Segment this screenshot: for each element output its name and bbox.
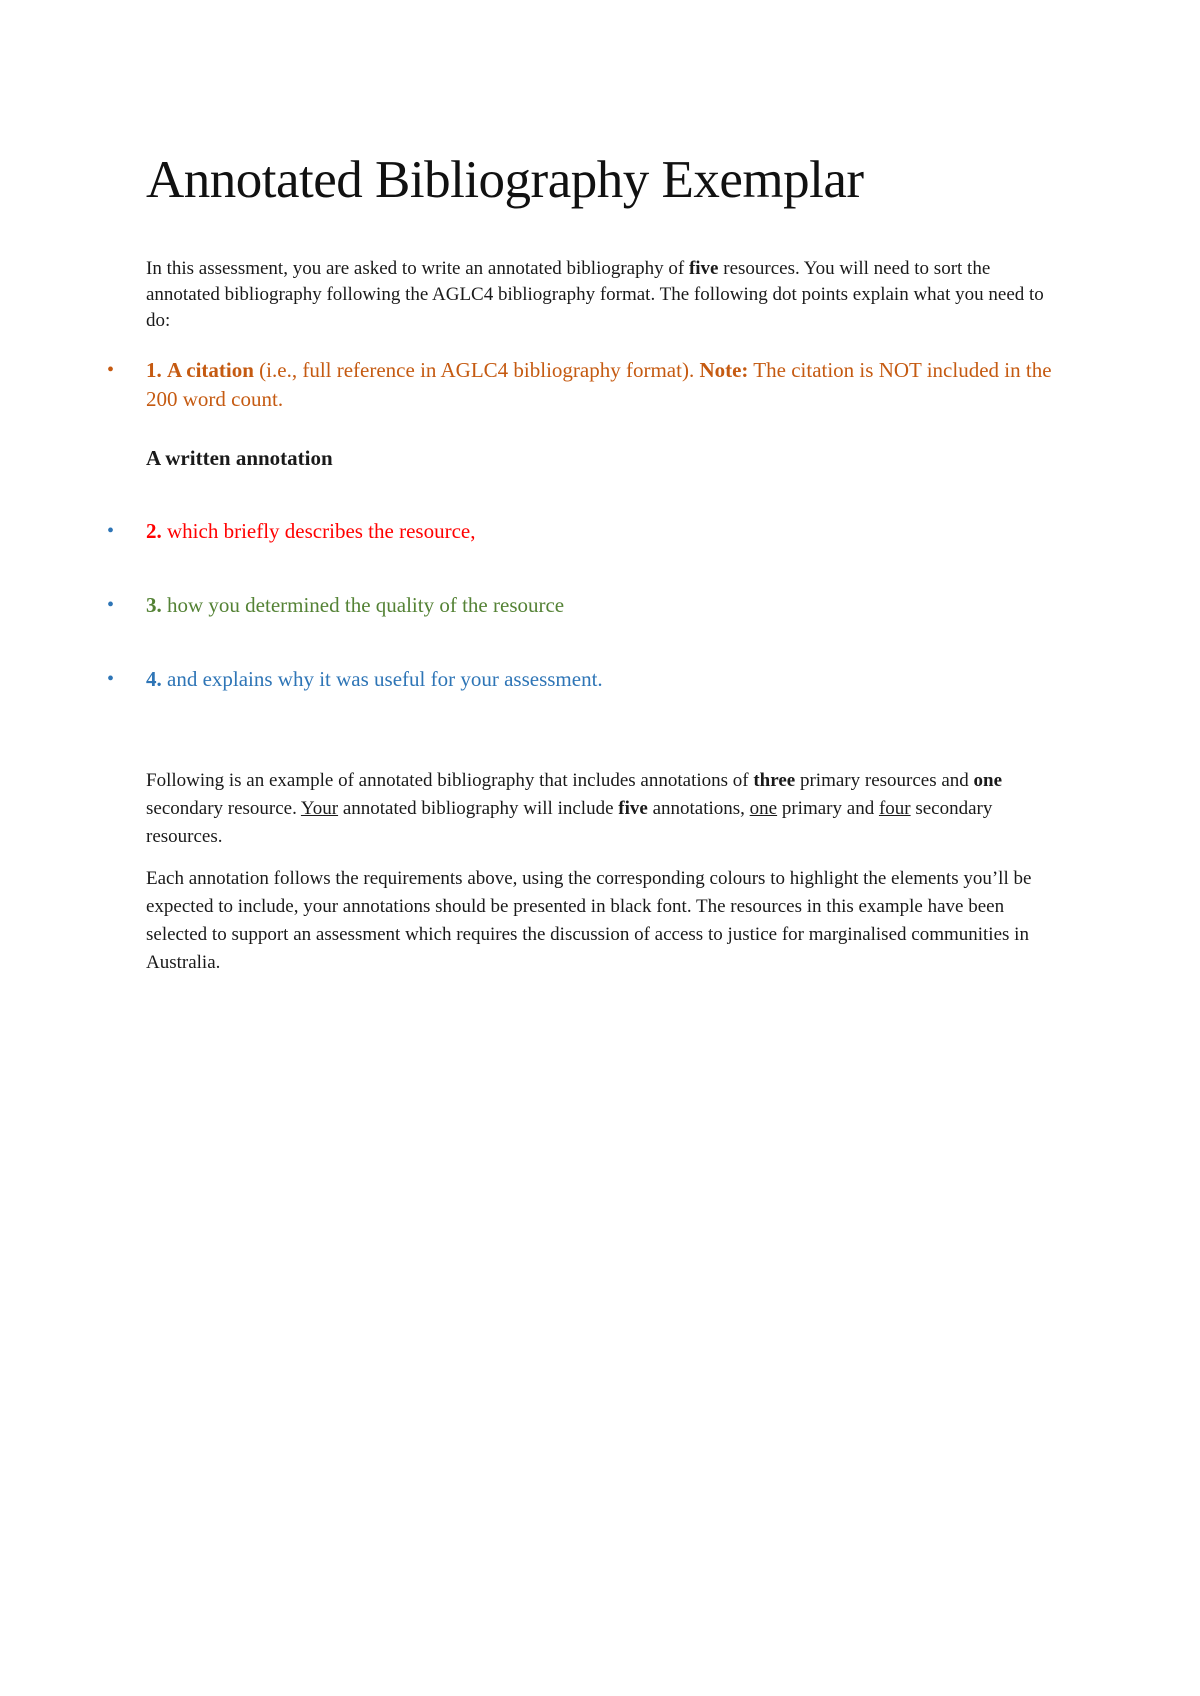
bullet-1-text: (i.e., full reference in AGLC4 bibliography format). [253, 358, 700, 382]
bullet-item-citation [107, 356, 1066, 414]
para1-underline-one: one [749, 798, 778, 819]
bullet-4-number: 4. [146, 667, 162, 691]
bullet-3-text: how you determined the quality of the resource [161, 593, 565, 617]
bullet-item-describe [107, 517, 1066, 546]
para1-text: Following is an example of annotated bibliography that includes annotations of [146, 770, 754, 791]
bullet-dot-icon: • [107, 359, 115, 381]
bullet-1-number: 1. [146, 358, 162, 382]
bullet-dot-icon: • [107, 668, 115, 690]
para1-text: primary resources and [795, 770, 974, 791]
intro-bold-five: five [688, 258, 719, 279]
bullet-1-label: A citation [167, 358, 254, 382]
para1-bold-three: three [753, 770, 796, 791]
written-annotation-heading: A written annotation [146, 446, 333, 470]
bullet-1-note-text: The citation is NOT included in the 200 word count. [146, 358, 1052, 411]
para1-text: primary and [777, 798, 879, 819]
para1-text: annotations, [647, 798, 750, 819]
para1-bold-five: five [618, 798, 648, 819]
bullet-3-number: 3. [146, 593, 162, 617]
intro-text-end: resources. You will need to sort the annotated bibliography following the AGLC4 bibliography format. The following dot points explain what you need to do: [146, 258, 1044, 331]
requirements-paragraph: Each annotation follows the requirements above, using the corresponding colours to highlight the elements you’ll be expected to include, your annotations should be presented in black font. The resources in this example have been selected to support an assessment which requires the discussion of access to justice for marginalised communities in Australia. [146, 868, 1032, 973]
para1-text: secondary resource. [146, 798, 301, 819]
bullet-2-number: 2. [146, 519, 162, 543]
example-description-paragraph [146, 767, 1066, 851]
bullet-dot-icon: • [107, 594, 115, 616]
document-title: Annotated Bibliography Exemplar [146, 151, 864, 209]
bullet-dot-icon: • [107, 520, 115, 542]
para1-text: annotated bibliography will include [338, 798, 619, 819]
para1-underline-four: four [878, 798, 911, 819]
para1-underline-your: Your [300, 798, 339, 819]
bullet-item-useful [107, 665, 1066, 694]
bullet-1-note-label: Note: [699, 358, 749, 382]
para1-bold-one: one [973, 770, 1003, 791]
para1-text: secondary resources. [146, 798, 993, 847]
intro-paragraph [146, 256, 1056, 334]
bullet-item-quality [107, 591, 1066, 620]
bullet-4-text: and explains why it was useful for your assessment. [161, 667, 603, 691]
intro-text-start: In this assessment, you are asked to write an annotated bibliography of [146, 258, 689, 279]
bullet-2-text: which briefly describes the resource, [161, 519, 476, 543]
